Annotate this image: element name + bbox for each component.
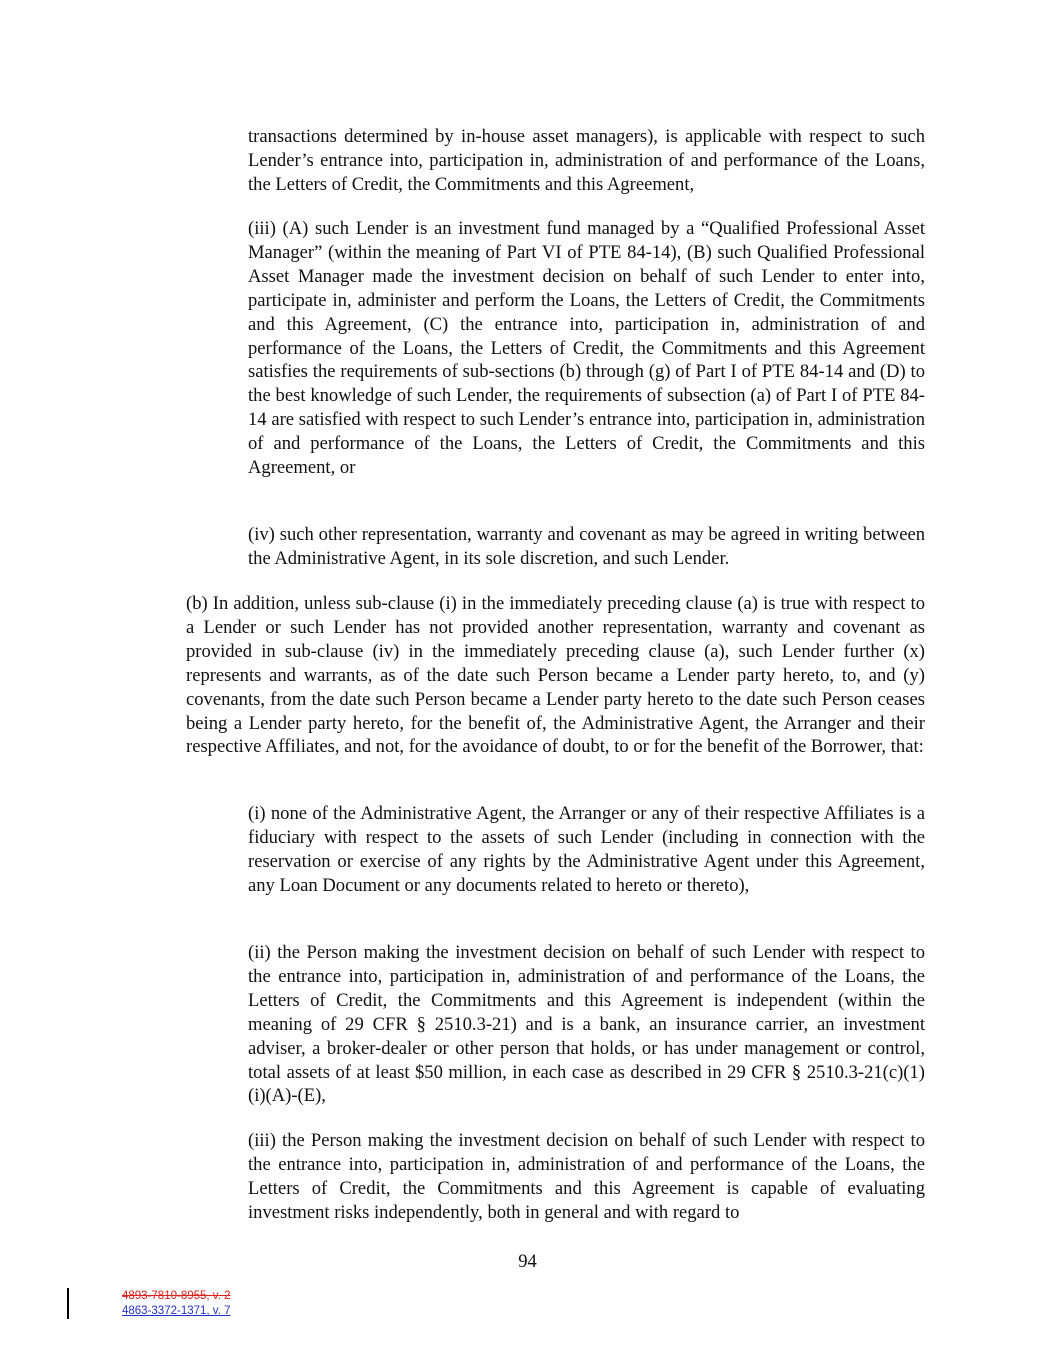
paragraph-clause-iv: (iv) such other representation, warranty and covenant as may be agreed in writing between the Administrative Agent, in its sole discretion, and such Lender. — [248, 524, 925, 569]
page-number: 94 — [518, 1251, 537, 1272]
paragraph-clause-iii-a: (iii) (A) such Lender is an investment fund managed by a “Qualified Professional Asset Manager” (within the meaning of Part VI of PTE 84-14), (B) such Qualified Professional Asset Manager made the investment decision on behalf of such Lender to enter into, participate in, administer and perform the Loans, the Letters of Credit, the Commitments and this Agreement, (C) the entrance into, participation in, administration of and performance of the Loans, the Letters of Credit, the Commitments and this Agreement satisfies the requirements of sub-sections (b) through (g) of Part I of PTE 84-14 and (D) to the best knowledge of such Lender, the requirements of subsection (a) of Part I of PTE 84-14 are satisfied with respect to such Lender’s entrance into, participation in, administration of and performance of the Loans, the Letters of Credit, the Commitments and this Agreement, or — [248, 218, 925, 479]
footer-doc-ids — [122, 1289, 230, 1319]
paragraph-clause-i: (i) none of the Administrative Agent, the Arranger or any of their respective Affiliates is a fiduciary with respect to the assets of such Lender (including in connection with the reservation or exercise of any rights by the Administrative Agent under this Agreement, any Loan Document or any documents related to hereto or thereto), — [248, 803, 925, 896]
inserted-doc-id: 4863-3372-1371, v. 7 — [122, 1305, 231, 1317]
paragraph-clause-iii-b: (iii) the Person making the investment decision on behalf of such Lender with respect to the entrance into, participation in, administration of and performance of the Loans, the Letters of Credit, the Commitments and this Agreement is capable of evaluating investment risks independently, both in general and with regard to — [248, 1130, 925, 1223]
paragraph-continuation: transactions determined by in-house asset managers), is applicable with respect to such Lender’s entrance into, participation in, administration of and performance of the Loans, the Letters of Credit, the Commitments and this Agreement, — [248, 126, 925, 195]
paragraph-clause-b: (b) In addition, unless sub-clause (i) in the immediately preceding clause (a) is true with respect to a Lender or such Lender has not provided another representation, warranty and covenant as provided in sub-clause (iv) in the immediately preceding clause (a), such Lender further (x) represents and warrants, as of the date such Person became a Lender party hereto, to, and (y) covenants, from the date such Person became a Lender party hereto to the date such Person ceases being a Lender party hereto, for the benefit of, the Administrative Agent, the Arranger and their respective Affiliates, and not, for the avoidance of doubt, to or for the benefit of the Borrower, that: — [186, 593, 925, 758]
deleted-doc-id: 4893-7810-8955, v. 2 — [122, 1290, 231, 1302]
paragraph-clause-ii: (ii) the Person making the investment decision on behalf of such Lender with respect to the entrance into, participation in, administration of and performance of the Loans, the Letters of Credit, the Commitments and this Agreement is independent (within the meaning of 29 CFR § 2510.3-21) and is a bank, an insurance carrier, an investment adviser, a broker-dealer or other person that holds, or has under management or control, total assets of at least $50 million, in each case as described in 29 CFR § 2510.3-21(c)(1)(i)(A)-(E), — [248, 942, 925, 1107]
change-bar — [67, 1288, 69, 1319]
